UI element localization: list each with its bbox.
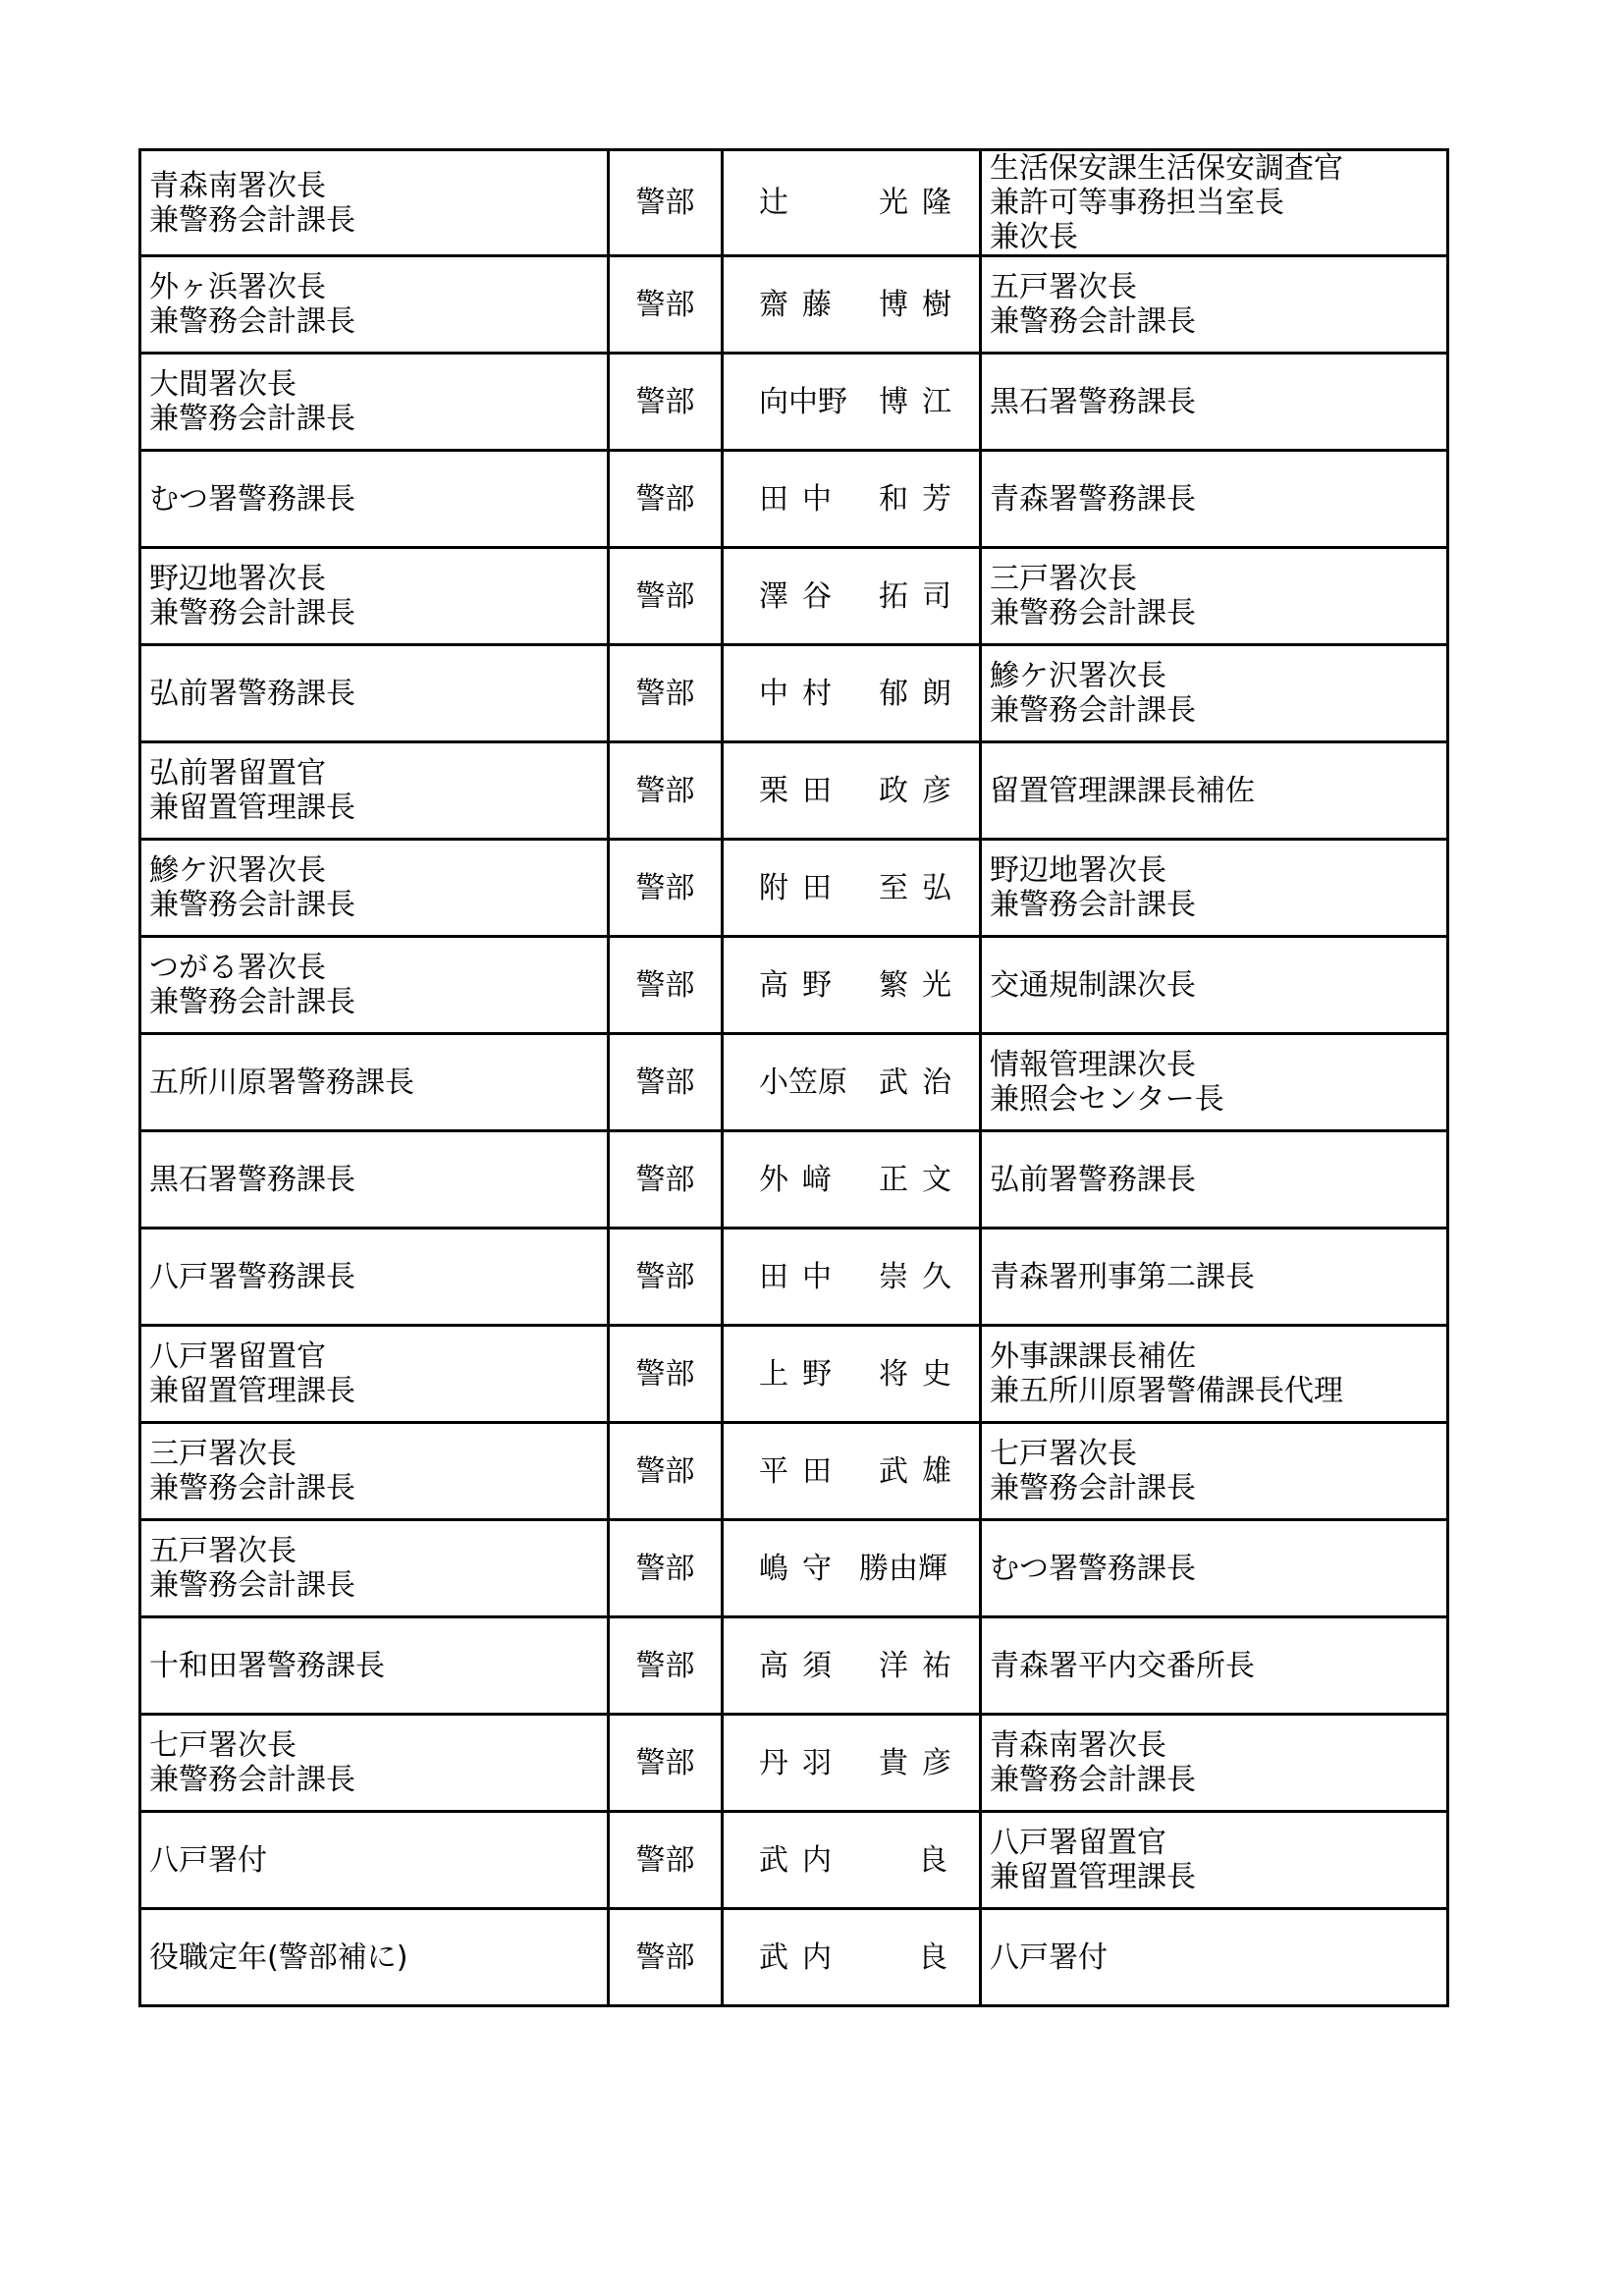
family-name: 辻: [759, 186, 788, 220]
old-post-cell: [981, 1812, 1448, 1909]
personnel-transfer-table: [138, 148, 1449, 2007]
rank-cell: 警部: [609, 937, 723, 1034]
family-name: 中 村: [759, 676, 832, 711]
old-post-cell: [981, 548, 1448, 645]
given-name: 博 江: [879, 384, 951, 419]
old-post-cell: [981, 1034, 1448, 1131]
old-post-cell: [981, 1326, 1448, 1423]
new-post-line: 鰺ケ沢署次長: [149, 853, 326, 888]
given-name: 博 樹: [879, 287, 951, 322]
old-post-line: 兼警務会計課長: [990, 304, 1196, 339]
new-post-cell: [140, 1131, 609, 1229]
rank-cell: 警部: [609, 1326, 723, 1423]
family-name: 高 須: [759, 1648, 832, 1683]
old-post-line: 留置管理課課長補佐: [990, 773, 1255, 808]
given-name: 正 文: [879, 1162, 951, 1197]
old-post-cell: [981, 937, 1448, 1034]
rank-cell: 警部: [609, 1520, 723, 1617]
new-post-cell: [140, 937, 609, 1034]
new-post-line: 兼警務会計課長: [149, 596, 355, 630]
family-name: 向 中 野: [759, 384, 847, 419]
table-row: [140, 1229, 1448, 1326]
family-name: 上 野: [759, 1356, 832, 1392]
new-post-cell: [140, 451, 609, 548]
new-post-cell: [140, 645, 609, 742]
new-post-cell: [140, 1812, 609, 1909]
name-cell: [723, 150, 981, 256]
given-name: 貴 彦: [879, 1745, 951, 1780]
table-row: [140, 256, 1448, 354]
given-name: 武 雄: [879, 1453, 951, 1489]
rank-cell: 警部: [609, 1229, 723, 1326]
given-name: 拓 司: [879, 578, 951, 614]
new-post-line: 八戸署留置官: [149, 1339, 326, 1374]
given-name: 勝 由 輝: [859, 1551, 947, 1586]
old-post-line: 青森南署次長: [990, 1728, 1166, 1763]
old-post-line: 鰺ケ沢署次長: [990, 659, 1166, 693]
name-cell: [723, 1617, 981, 1715]
new-post-cell: [140, 742, 609, 840]
new-post-line: つがる署次長: [149, 951, 326, 985]
new-post-line: 八戸署警務課長: [149, 1259, 355, 1294]
old-post-cell: [981, 1131, 1448, 1229]
table-row: [140, 1326, 1448, 1423]
new-post-line: 弘前署警務課長: [149, 676, 355, 711]
old-post-line: 五戸署次長: [990, 270, 1137, 304]
family-name: 栗 田: [759, 773, 832, 808]
family-name: 小 笠 原: [759, 1065, 847, 1100]
new-post-line: 三戸署次長: [149, 1437, 297, 1471]
table-row: [140, 354, 1448, 451]
name-cell: [723, 256, 981, 354]
given-name: 良: [918, 1842, 947, 1878]
new-post-line: 兼警務会計課長: [149, 402, 355, 436]
given-name: 繁 光: [879, 967, 951, 1003]
table-row: [140, 1909, 1448, 2006]
name-cell: [723, 645, 981, 742]
old-post-line: 情報管理課次長: [990, 1048, 1196, 1082]
table-row: [140, 937, 1448, 1034]
name-cell: [723, 1034, 981, 1131]
rank-cell: 警部: [609, 840, 723, 937]
old-post-cell: [981, 150, 1448, 256]
new-post-line: 兼警務会計課長: [149, 985, 355, 1019]
old-post-line: 青森署警務課長: [990, 481, 1196, 517]
new-post-line: 七戸署次長: [149, 1728, 297, 1763]
new-post-line: 兼警務会計課長: [149, 888, 355, 922]
old-post-line: 黒石署警務課長: [990, 384, 1196, 419]
old-post-line: 兼警務会計課長: [990, 1763, 1196, 1797]
new-post-line: むつ署警務課長: [149, 481, 355, 517]
new-post-cell: [140, 840, 609, 937]
old-post-line: 八戸署留置官: [990, 1826, 1166, 1860]
name-cell: [723, 1229, 981, 1326]
table-row: [140, 1812, 1448, 1909]
given-name: 武 治: [879, 1065, 951, 1100]
table-row: [140, 548, 1448, 645]
old-post-cell: [981, 1423, 1448, 1520]
given-name: 郁 朗: [879, 676, 951, 711]
old-post-cell: [981, 840, 1448, 937]
old-post-line: 生活保安課生活保安調査官: [990, 151, 1343, 186]
rank-cell: 警部: [609, 1131, 723, 1229]
new-post-cell: [140, 548, 609, 645]
old-post-cell: [981, 256, 1448, 354]
new-post-line: 五所川原署警務課長: [149, 1065, 414, 1100]
old-post-line: 三戸署次長: [990, 562, 1137, 596]
old-post-line: 兼留置管理課長: [990, 1860, 1196, 1894]
old-post-line: 兼警務会計課長: [990, 1471, 1196, 1505]
new-post-cell: [140, 1909, 609, 2006]
given-name: 政 彦: [879, 773, 951, 808]
old-post-cell: [981, 742, 1448, 840]
given-name: 良: [918, 1940, 947, 1975]
old-post-line: 弘前署警務課長: [990, 1162, 1196, 1197]
old-post-line: 八戸署付: [990, 1940, 1108, 1975]
rank-cell: 警部: [609, 548, 723, 645]
old-post-line: むつ署警務課長: [990, 1551, 1196, 1586]
family-name: 武 内: [759, 1842, 832, 1878]
new-post-line: 兼警務会計課長: [149, 1763, 355, 1797]
rank-cell: 警部: [609, 1715, 723, 1812]
old-post-cell: [981, 1520, 1448, 1617]
new-post-cell: [140, 1520, 609, 1617]
old-post-line: 七戸署次長: [990, 1437, 1137, 1471]
new-post-line: 八戸署付: [149, 1842, 267, 1878]
name-cell: [723, 1326, 981, 1423]
new-post-line: 黒石署警務課長: [149, 1162, 355, 1197]
rank-cell: 警部: [609, 1617, 723, 1715]
rank-cell: 警部: [609, 451, 723, 548]
new-post-line: 兼警務会計課長: [149, 1568, 355, 1603]
rank-cell: 警部: [609, 354, 723, 451]
name-cell: [723, 548, 981, 645]
new-post-cell: [140, 1423, 609, 1520]
old-post-line: 青森署刑事第二課長: [990, 1259, 1255, 1294]
old-post-line: 兼次長: [990, 220, 1078, 254]
table-row: [140, 1423, 1448, 1520]
new-post-line: 役職定年(警部補に): [149, 1940, 408, 1975]
old-post-line: 兼警務会計課長: [990, 888, 1196, 922]
table-row: [140, 1131, 1448, 1229]
family-name: 田 中: [759, 1259, 832, 1294]
given-name: 将 史: [879, 1356, 951, 1392]
new-post-cell: [140, 1617, 609, 1715]
rank-cell: 警部: [609, 645, 723, 742]
old-post-line: 外事課課長補佐: [990, 1339, 1196, 1374]
new-post-line: 兼留置管理課長: [149, 791, 355, 825]
rank-cell: 警部: [609, 1812, 723, 1909]
family-name: 外 﨑: [759, 1162, 832, 1197]
family-name: 附 田: [759, 870, 832, 905]
old-post-cell: [981, 451, 1448, 548]
new-post-cell: [140, 1715, 609, 1812]
table-row: [140, 150, 1448, 256]
old-post-line: 兼警務会計課長: [990, 693, 1196, 728]
table-row: [140, 645, 1448, 742]
name-cell: [723, 1520, 981, 1617]
old-post-line: 野辺地署次長: [990, 853, 1166, 888]
given-name: 崇 久: [879, 1259, 951, 1294]
rank-cell: 警部: [609, 1909, 723, 2006]
name-cell: [723, 451, 981, 548]
new-post-line: 十和田署警務課長: [149, 1648, 385, 1683]
old-post-line: 交通規制課次長: [990, 967, 1196, 1003]
rank-cell: 警部: [609, 1034, 723, 1131]
family-name: 嶋 守: [759, 1551, 832, 1586]
old-post-cell: [981, 1617, 1448, 1715]
name-cell: [723, 1812, 981, 1909]
new-post-line: 弘前署留置官: [149, 756, 326, 791]
name-cell: [723, 840, 981, 937]
table-row: [140, 1715, 1448, 1812]
name-cell: [723, 1131, 981, 1229]
old-post-line: 兼許可等事務担当室長: [990, 186, 1284, 220]
new-post-cell: [140, 150, 609, 256]
family-name: 平 田: [759, 1453, 832, 1489]
table-body: [140, 150, 1448, 2006]
table-row: [140, 1034, 1448, 1131]
new-post-cell: [140, 1229, 609, 1326]
name-cell: [723, 354, 981, 451]
new-post-line: 外ヶ浜署次長: [149, 270, 326, 304]
rank-cell: 警部: [609, 150, 723, 256]
name-cell: [723, 1423, 981, 1520]
new-post-line: 五戸署次長: [149, 1534, 297, 1568]
table-row: [140, 1617, 1448, 1715]
table-row: [140, 451, 1448, 548]
new-post-cell: [140, 1034, 609, 1131]
new-post-line: 兼留置管理課長: [149, 1374, 355, 1408]
new-post-line: 大間署次長: [149, 367, 297, 402]
family-name: 高 野: [759, 967, 832, 1003]
name-cell: [723, 937, 981, 1034]
new-post-line: 野辺地署次長: [149, 562, 326, 596]
table-row: [140, 1520, 1448, 1617]
old-post-cell: [981, 1229, 1448, 1326]
given-name: 洋 祐: [879, 1648, 951, 1683]
old-post-cell: [981, 645, 1448, 742]
name-cell: [723, 1715, 981, 1812]
given-name: 和 芳: [879, 481, 951, 517]
new-post-cell: [140, 354, 609, 451]
new-post-cell: [140, 256, 609, 354]
family-name: 澤 谷: [759, 578, 832, 614]
new-post-cell: [140, 1326, 609, 1423]
old-post-line: 兼照会センター長: [990, 1082, 1224, 1117]
rank-cell: 警部: [609, 742, 723, 840]
new-post-line: 兼警務会計課長: [149, 202, 355, 238]
rank-cell: 警部: [609, 1423, 723, 1520]
old-post-line: 兼五所川原署警備課長代理: [990, 1374, 1343, 1408]
old-post-line: 兼警務会計課長: [990, 596, 1196, 630]
table-row: [140, 840, 1448, 937]
new-post-line: 兼警務会計課長: [149, 304, 355, 339]
given-name: 光 隆: [879, 186, 951, 220]
name-cell: [723, 1909, 981, 2006]
family-name: 田 中: [759, 481, 832, 517]
family-name: 丹 羽: [759, 1745, 832, 1780]
old-post-cell: [981, 354, 1448, 451]
old-post-cell: [981, 1715, 1448, 1812]
old-post-cell: [981, 1909, 1448, 2006]
new-post-line: 兼警務会計課長: [149, 1471, 355, 1505]
family-name: 武 内: [759, 1940, 832, 1975]
given-name: 至 弘: [879, 870, 951, 905]
new-post-line: 青森南署次長: [149, 168, 326, 203]
table-row: [140, 742, 1448, 840]
old-post-line: 青森署平内交番所長: [990, 1648, 1255, 1683]
rank-cell: 警部: [609, 256, 723, 354]
name-cell: [723, 742, 981, 840]
family-name: 齋 藤: [759, 287, 832, 322]
